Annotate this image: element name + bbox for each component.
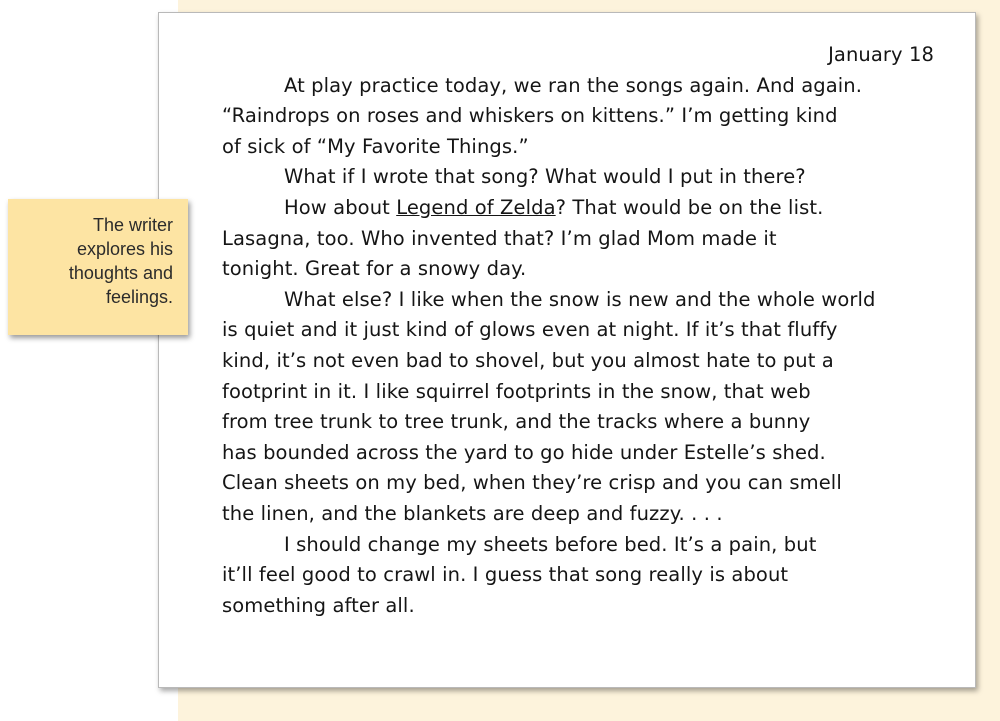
text-line: of sick of “My Favorite Things.” <box>222 134 529 158</box>
paragraph-what-else <box>222 285 942 530</box>
text-line: tonight. Great for a snowy day. <box>222 257 527 281</box>
text-fragment: How about <box>284 195 397 219</box>
journal-page <box>158 12 976 688</box>
text-line: Clean sheets on my bed, when they’re crisp and you can smell <box>222 471 842 495</box>
entry-date: January 18 <box>828 43 934 66</box>
text-fragment: ? That would be on the list. <box>555 195 824 219</box>
text-line: “Raindrops on roses and whiskers on kittens.” I’m getting kind <box>222 104 838 128</box>
paragraph-play-practice <box>222 71 942 163</box>
note-line: feelings. <box>105 287 173 307</box>
note-line: thoughts and <box>68 263 173 283</box>
journal-entry <box>222 40 942 621</box>
text-line: footprint in it. I like squirrel footprints in the snow, that web <box>222 379 811 403</box>
text-line-zelda <box>222 193 942 224</box>
text-line: something after all. <box>222 593 415 617</box>
text-line: has bounded across the yard to go hide under Estelle’s shed. <box>222 440 826 464</box>
margin-note <box>8 199 188 335</box>
text-line: the linen, and the blankets are deep and fuzzy. . . . <box>222 501 723 525</box>
text-line: I should change my sheets before bed. It’s a pain, but <box>284 532 817 556</box>
game-title: Legend of Zelda <box>396 195 556 219</box>
text-line: What if I wrote that song? What would I put in there? <box>284 165 806 189</box>
text-line: At play practice today, we ran the songs again. And again. <box>284 73 863 97</box>
text-line: Lasagna, too. Who invented that? I’m glad Mom made it <box>222 226 777 250</box>
text-line: kind, it’s not even bad to shovel, but you almost hate to put a <box>222 348 834 372</box>
note-line: explores his <box>76 239 173 259</box>
note-line: The writer <box>92 215 173 235</box>
paragraph-zelda <box>222 193 942 285</box>
paragraph-sheets <box>222 530 942 622</box>
text-line: it’ll feel good to crawl in. I guess that song really is about <box>222 563 789 587</box>
text-line: What else? I like when the snow is new and the whole world <box>284 287 876 311</box>
text-line: from tree trunk to tree trunk, and the tracks where a bunny <box>222 410 811 434</box>
text-line: is quiet and it just kind of glows even at night. If it’s that fluffy <box>222 318 838 342</box>
paragraph-what-if <box>222 162 942 193</box>
